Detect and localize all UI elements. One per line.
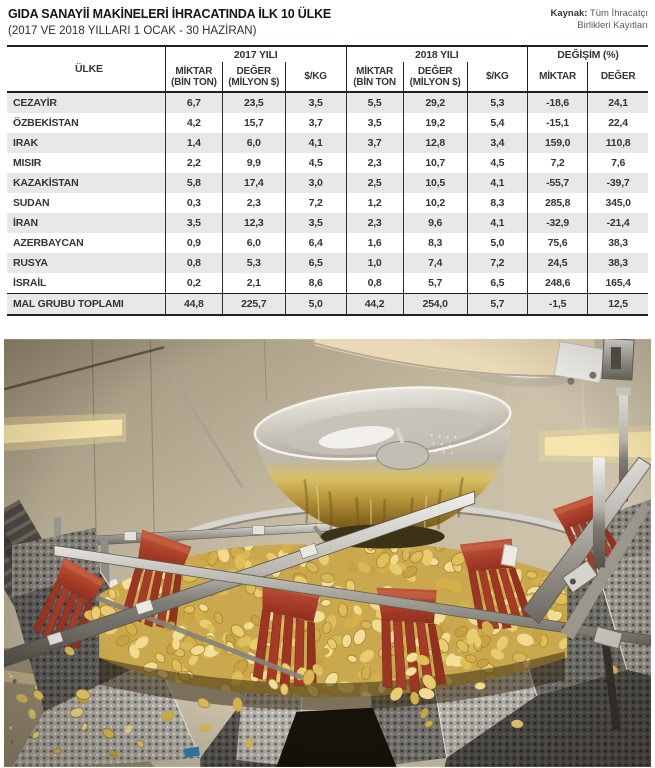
country-cell: MAL GRUBU TOPLAMI: [13, 298, 124, 310]
country-cell: ÖZBEKİSTAN: [13, 117, 79, 129]
value-cell: 3,5: [285, 92, 346, 113]
value-cell: 3,7: [346, 133, 403, 153]
value-cell: 285,8: [527, 193, 587, 213]
value-cell: 165,4: [588, 273, 648, 294]
value-cell: 254,0: [403, 294, 467, 316]
value-cell: 1,2: [346, 193, 403, 213]
source-note: [550, 8, 648, 32]
table-row: [7, 133, 648, 153]
col-header-country: ÜLKE: [7, 46, 165, 92]
group-header-change: DEĞİŞİM (%): [527, 46, 648, 62]
page-title: GIDA SANAYİİ MAKİNELERİ İHRACATINDA İLK 10 ÜLKE: [8, 7, 332, 21]
country-cell: SUDAN: [13, 197, 50, 209]
col-header-2017-miktar: MİKTAR (BİN TON): [165, 62, 222, 92]
value-cell: 6,7: [165, 92, 222, 113]
table-row: [7, 233, 648, 253]
country-cell: IRAK: [13, 137, 38, 149]
value-cell: 5,0: [285, 294, 346, 316]
value-cell: 3,4: [467, 133, 527, 153]
value-cell: 5,8: [165, 173, 222, 193]
value-cell: 7,2: [467, 253, 527, 273]
table-row: [7, 193, 648, 213]
value-cell: 5,7: [403, 273, 467, 294]
value-cell: 5,3: [467, 92, 527, 113]
value-cell: 19,2: [403, 113, 467, 133]
table-body: [7, 92, 648, 315]
col-header-2017-kg: $/KG: [285, 62, 346, 92]
col-header-change-deger: DEĞER: [588, 62, 648, 92]
machine-photo: [4, 339, 651, 767]
value-cell: -18,6: [527, 92, 587, 113]
col-header-change-miktar: MİKTAR: [527, 62, 587, 92]
value-cell: 6,0: [222, 233, 285, 253]
value-cell: 15,7: [222, 113, 285, 133]
value-cell: 2,3: [346, 153, 403, 173]
value-cell: 0,3: [165, 193, 222, 213]
value-cell: 159,0: [527, 133, 587, 153]
value-cell: 29,2: [403, 92, 467, 113]
country-cell: İRAN: [13, 217, 38, 229]
value-cell: 24,1: [588, 92, 648, 113]
value-cell: 1,6: [346, 233, 403, 253]
value-cell: 5,0: [467, 233, 527, 253]
value-cell: 8,3: [467, 193, 527, 213]
export-table: [7, 45, 648, 316]
value-cell: -39,7: [588, 173, 648, 193]
col-header-2017-deger: DEĞER (MİLYON $): [222, 62, 285, 92]
header: [8, 7, 648, 38]
value-cell: 10,5: [403, 173, 467, 193]
group-header-2017: 2017 YILI: [165, 46, 346, 62]
page-subtitle: (2017 VE 2018 YILLARI 1 OCAK - 30 HAZİRAN): [8, 25, 257, 37]
col-header-2018-kg: $/KG: [467, 62, 527, 92]
value-cell: 12,8: [403, 133, 467, 153]
source-line2: Birlikleri Kayıtları: [577, 20, 648, 31]
value-cell: 38,3: [588, 253, 648, 273]
value-cell: 110,8: [588, 133, 648, 153]
value-cell: 3,0: [285, 173, 346, 193]
value-cell: -21,4: [588, 213, 648, 233]
value-cell: 1,4: [165, 133, 222, 153]
country-cell: MISIR: [13, 157, 42, 169]
table-row: [7, 153, 648, 173]
source-line1: Tüm İhracatçı: [589, 8, 648, 19]
value-cell: 4,1: [467, 173, 527, 193]
value-cell: 6,5: [467, 273, 527, 294]
value-cell: 5,4: [467, 113, 527, 133]
value-cell: 4,1: [285, 133, 346, 153]
value-cell: 0,8: [346, 273, 403, 294]
value-cell: 6,5: [285, 253, 346, 273]
value-cell: 10,2: [403, 193, 467, 213]
value-cell: 0,9: [165, 233, 222, 253]
value-cell: 5,7: [467, 294, 527, 316]
value-cell: 23,5: [222, 92, 285, 113]
value-cell: 4,1: [467, 213, 527, 233]
value-cell: -15,1: [527, 113, 587, 133]
value-cell: 3,5: [285, 213, 346, 233]
value-cell: 7,2: [527, 153, 587, 173]
value-cell: 2,3: [346, 213, 403, 233]
value-cell: 17,4: [222, 173, 285, 193]
value-cell: 0,8: [165, 253, 222, 273]
col-header-2018-miktar: MİKTAR (BİN TON: [346, 62, 403, 92]
value-cell: 7,4: [403, 253, 467, 273]
value-cell: 44,8: [165, 294, 222, 316]
country-cell: RUSYA: [13, 257, 48, 269]
value-cell: 9,9: [222, 153, 285, 173]
value-cell: 4,5: [285, 153, 346, 173]
value-cell: 22,4: [588, 113, 648, 133]
value-cell: 248,6: [527, 273, 587, 294]
value-cell: 75,6: [527, 233, 587, 253]
value-cell: 2,2: [165, 153, 222, 173]
country-cell: KAZAKİSTAN: [13, 177, 79, 189]
value-cell: 4,2: [165, 113, 222, 133]
value-cell: -1,5: [527, 294, 587, 316]
country-cell: AZERBAYCAN: [13, 237, 84, 249]
value-cell: 6,0: [222, 133, 285, 153]
value-cell: 44,2: [346, 294, 403, 316]
value-cell: 2,5: [346, 173, 403, 193]
table-row: [7, 173, 648, 193]
table-total-row: [7, 294, 648, 316]
value-cell: 0,2: [165, 273, 222, 294]
table-row: [7, 253, 648, 273]
col-header-2018-deger: DEĞER (MİLYON $): [403, 62, 467, 92]
value-cell: 4,5: [467, 153, 527, 173]
source-label: Kaynak:: [550, 8, 588, 19]
value-cell: 10,7: [403, 153, 467, 173]
value-cell: 5,5: [346, 92, 403, 113]
value-cell: 3,5: [165, 213, 222, 233]
value-cell: 8,6: [285, 273, 346, 294]
table-row: [7, 273, 648, 294]
value-cell: 3,7: [285, 113, 346, 133]
table-row: [7, 213, 648, 233]
photo-vignette: [4, 339, 651, 767]
table-row: [7, 113, 648, 133]
value-cell: 5,3: [222, 253, 285, 273]
value-cell: 6,4: [285, 233, 346, 253]
value-cell: 12,5: [588, 294, 648, 316]
value-cell: 2,1: [222, 273, 285, 294]
group-header-2018: 2018 YILI: [346, 46, 527, 62]
country-cell: CEZAYİR: [13, 97, 57, 109]
value-cell: 12,3: [222, 213, 285, 233]
value-cell: 2,3: [222, 193, 285, 213]
value-cell: -55,7: [527, 173, 587, 193]
value-cell: 38,3: [588, 233, 648, 253]
value-cell: 8,3: [403, 233, 467, 253]
value-cell: 7,2: [285, 193, 346, 213]
value-cell: 225,7: [222, 294, 285, 316]
value-cell: 345,0: [588, 193, 648, 213]
value-cell: 3,5: [346, 113, 403, 133]
value-cell: 1,0: [346, 253, 403, 273]
table-row: [7, 92, 648, 113]
value-cell: 24,5: [527, 253, 587, 273]
value-cell: 9,6: [403, 213, 467, 233]
country-cell: İSRAİL: [13, 277, 47, 289]
value-cell: 7,6: [588, 153, 648, 173]
value-cell: -32,9: [527, 213, 587, 233]
